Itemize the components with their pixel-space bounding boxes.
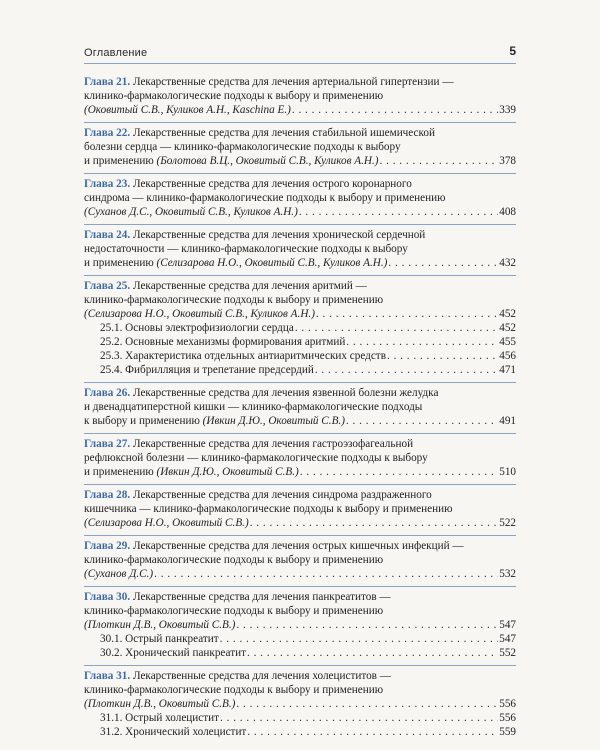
toc-chapter-entry[interactable] bbox=[84, 666, 516, 744]
chapter-heading-line bbox=[84, 228, 516, 242]
chapter-label: Глава 26. bbox=[84, 387, 131, 399]
chapter-authors: (Плоткин Д.В., Оковитый С.В.) bbox=[84, 698, 236, 710]
leader-dots bbox=[346, 335, 498, 349]
chapter-page-line bbox=[84, 103, 516, 117]
chapter-label: Глава 28. bbox=[84, 489, 131, 501]
chapter-label: Глава 24. bbox=[84, 229, 131, 241]
subsection-title: 25.3. Характеристика отдельных антиаритмических средств bbox=[100, 350, 386, 362]
chapter-title-text: клинико-фармакологические подходы к выбору и применению bbox=[84, 90, 384, 102]
chapter-page-line bbox=[84, 414, 516, 428]
chapter-title-text: кишечника — клинико-фармакологические подходы к выбору и применению bbox=[84, 503, 453, 515]
chapter-heading-line bbox=[84, 279, 516, 293]
chapter-page-number: 547 bbox=[499, 619, 516, 631]
toc-subsection-entry[interactable] bbox=[84, 632, 516, 646]
chapter-heading-line bbox=[84, 126, 516, 140]
table-of-contents bbox=[84, 72, 516, 744]
toc-chapter-entry[interactable] bbox=[84, 536, 516, 587]
subsection-page-number: 452 bbox=[499, 322, 516, 334]
chapter-heading-line bbox=[84, 75, 516, 89]
chapter-heading-line bbox=[84, 386, 516, 400]
subsection-title: 31.1. Острый холецистит bbox=[100, 712, 220, 724]
toc-subsection-entry[interactable] bbox=[84, 711, 516, 725]
chapter-authors-line bbox=[84, 618, 235, 632]
leader-dots bbox=[220, 632, 499, 646]
leader-dots bbox=[316, 307, 498, 321]
toc-subsection-entry[interactable] bbox=[84, 646, 516, 660]
chapter-authors-line bbox=[84, 516, 249, 530]
chapter-authors-line bbox=[84, 697, 235, 711]
leader-dots bbox=[388, 256, 498, 270]
chapter-title-text: и применению bbox=[84, 155, 157, 167]
toc-chapter-entry[interactable] bbox=[84, 434, 516, 485]
toc-chapter-entry[interactable] bbox=[84, 276, 516, 383]
page-header bbox=[84, 44, 516, 62]
subsection-title: 25.1. Основы электрофизиологии сердца bbox=[100, 322, 294, 334]
chapter-heading-line bbox=[84, 590, 516, 604]
leader-dots bbox=[315, 363, 498, 377]
leader-dots bbox=[380, 154, 499, 168]
chapter-label: Глава 22. bbox=[84, 127, 131, 139]
leader-dots bbox=[299, 205, 498, 219]
chapter-title-text: Лекарственные средства для лечения острых кишечных инфекций — bbox=[132, 540, 464, 552]
toc-chapter-entry[interactable] bbox=[84, 383, 516, 434]
chapter-label: Глава 29. bbox=[84, 540, 131, 552]
leader-dots bbox=[154, 567, 498, 581]
chapter-title-text: синдрома — клинико-фармакологические подходы к выбору и применению bbox=[84, 192, 446, 204]
subsection-title: 31.2. Хронический холецистит bbox=[100, 726, 247, 738]
subsection-page-number: 559 bbox=[499, 726, 516, 738]
chapter-authors-line bbox=[84, 465, 299, 479]
chapter-heading-line bbox=[84, 669, 516, 683]
subsection-title: 25.4. Фибрилляция и трепетание предсердий bbox=[100, 364, 314, 376]
subsection-page-number: 455 bbox=[499, 336, 516, 348]
chapter-authors-line bbox=[84, 307, 315, 321]
leader-dots bbox=[292, 103, 498, 117]
chapter-page-number: 452 bbox=[499, 308, 516, 320]
leader-dots bbox=[346, 414, 498, 428]
toc-subsection-entry[interactable] bbox=[84, 349, 516, 363]
toc-chapter-entry[interactable] bbox=[84, 587, 516, 666]
chapter-title-text: рефлюксной болезни — клинико-фармакологические подходы к выбору bbox=[84, 452, 428, 464]
chapter-page-number: 339 bbox=[499, 104, 516, 116]
chapter-authors: (Суханов Д.С., Оковитый С.В., Куликов А.Н.) bbox=[84, 206, 298, 218]
leader-dots bbox=[300, 465, 498, 479]
chapter-title-text: и применению bbox=[84, 257, 157, 269]
chapter-title-text: Лекарственные средства для лечения стабильной ишемической bbox=[132, 127, 435, 139]
chapter-title-text: клинико-фармакологические подходы к выбору и применению bbox=[84, 605, 384, 617]
chapter-title-text: Лекарственные средства для лечения язвенной болезни желудка bbox=[132, 387, 439, 399]
leader-dots bbox=[236, 618, 498, 632]
chapter-authors-line bbox=[84, 103, 291, 117]
chapter-title-text: и применению bbox=[84, 466, 157, 478]
chapter-title-text: недостаточности — клинико-фармакологические подходы к выбору bbox=[84, 243, 408, 255]
chapter-page-number: 532 bbox=[499, 568, 516, 580]
chapter-label: Глава 25. bbox=[84, 280, 131, 292]
subsection-page-number: 456 bbox=[499, 350, 516, 362]
chapter-heading-line bbox=[84, 488, 516, 502]
chapter-authors: (Болотова В.Ц., Оковитый С.В., Куликов А.Н.) bbox=[156, 155, 379, 167]
chapter-authors: (Ивкин Д.Ю., Оковитый С.В.) bbox=[156, 466, 299, 478]
chapter-page-line bbox=[84, 697, 516, 711]
chapter-page-number: 491 bbox=[499, 415, 516, 427]
toc-chapter-entry[interactable] bbox=[84, 72, 516, 123]
subsection-page-number: 552 bbox=[499, 647, 516, 659]
toc-chapter-entry[interactable] bbox=[84, 123, 516, 174]
chapter-title-text: к выбору и применению bbox=[84, 415, 203, 427]
subsection-page-number: 556 bbox=[499, 712, 516, 724]
chapter-page-line bbox=[84, 256, 516, 270]
chapter-authors-line bbox=[84, 414, 345, 428]
chapter-page-line bbox=[84, 567, 516, 581]
leader-dots bbox=[295, 321, 498, 335]
toc-chapter-entry[interactable] bbox=[84, 225, 516, 276]
chapter-authors: (Ивкин Д.Ю., Оковитый С.В.) bbox=[202, 415, 345, 427]
chapter-authors-line bbox=[84, 154, 379, 168]
chapter-label: Глава 23. bbox=[84, 178, 131, 190]
chapter-title-text: Лекарственные средства для лечения артериальной гипертензии — bbox=[132, 76, 454, 88]
chapter-title-text: и двенадцатиперстной кишки — клинико-фармакологические подходы bbox=[84, 401, 423, 413]
chapter-title-text: клинико-фармакологические подходы к выбору и применению bbox=[84, 554, 384, 566]
subsection-title: 30.1. Острый панкреатит bbox=[100, 633, 219, 645]
chapter-title-text: клинико-фармакологические подходы к выбору и применению bbox=[84, 294, 384, 306]
chapter-label: Глава 31. bbox=[84, 670, 131, 682]
chapter-authors: (Селизарова Н.О., Оковитый С.В.) bbox=[84, 517, 249, 529]
toc-subsection-entry[interactable] bbox=[84, 335, 516, 349]
chapter-title-text: Лекарственные средства для лечения панкреатитов — bbox=[132, 591, 391, 603]
page-number: 5 bbox=[509, 44, 516, 58]
chapter-page-number: 556 bbox=[499, 698, 516, 710]
chapter-title-text: Лекарственные средства для лечения холециститов — bbox=[132, 670, 391, 682]
chapter-title-text: Лекарственные средства для лечения гастроэзофагеальной bbox=[132, 438, 414, 450]
toc-subsection-entry[interactable] bbox=[84, 363, 516, 377]
chapter-page-number: 432 bbox=[499, 257, 516, 269]
subsection-page-number: 471 bbox=[499, 364, 516, 376]
chapter-heading-line bbox=[84, 539, 516, 553]
chapter-title-text: Лекарственные средства для лечения хронической сердечной bbox=[132, 229, 426, 241]
leader-dots bbox=[247, 646, 498, 660]
chapter-authors-line bbox=[84, 256, 387, 270]
chapter-authors: (Плоткин Д.В., Оковитый С.В.) bbox=[84, 619, 236, 631]
chapter-page-number: 510 bbox=[499, 466, 516, 478]
running-title: Оглавление bbox=[84, 47, 148, 59]
leader-dots bbox=[236, 697, 498, 711]
chapter-label: Глава 27. bbox=[84, 438, 131, 450]
chapter-page-line bbox=[84, 205, 516, 219]
chapter-heading-line bbox=[84, 177, 516, 191]
leader-dots bbox=[387, 349, 498, 363]
chapter-page-number: 522 bbox=[499, 517, 516, 529]
leader-dots bbox=[247, 725, 498, 739]
chapter-label: Глава 30. bbox=[84, 591, 131, 603]
chapter-page-number: 408 bbox=[499, 206, 516, 218]
chapter-title-text: Лекарственные средства для лечения синдрома раздраженного bbox=[132, 489, 432, 501]
chapter-label: Глава 21. bbox=[84, 76, 131, 88]
leader-dots bbox=[220, 711, 498, 725]
chapter-page-line bbox=[84, 516, 516, 530]
chapter-page-line bbox=[84, 618, 516, 632]
chapter-authors: (Селизарова Н.О., Оковитый С.В., Куликов А.Н.) bbox=[156, 257, 388, 269]
subsection-title: 25.2. Основные механизмы формирования аритмий bbox=[100, 336, 346, 348]
toc-subsection-entry[interactable] bbox=[84, 321, 516, 335]
toc-subsection-entry[interactable] bbox=[84, 725, 516, 739]
chapter-authors: (Оковитый С.В., Куликов А.Н., Kaschina E.) bbox=[84, 104, 291, 116]
subsection-page-number: 547 bbox=[499, 633, 516, 645]
chapter-page-line bbox=[84, 307, 516, 321]
chapter-authors-line bbox=[84, 205, 298, 219]
chapter-title-text: Лекарственные средства для лечения острого коронарного bbox=[132, 178, 412, 190]
leader-dots bbox=[250, 516, 499, 530]
chapter-title-text: болезни сердца — клинико-фармакологические подходы к выбору bbox=[84, 141, 401, 153]
toc-chapter-entry[interactable] bbox=[84, 174, 516, 225]
subsection-title: 30.2. Хронический панкреатит bbox=[100, 647, 246, 659]
header-rule bbox=[84, 63, 516, 64]
chapter-title-text: клинико-фармакологические подходы к выбору и применению bbox=[84, 684, 384, 696]
chapter-heading-line bbox=[84, 437, 516, 451]
chapter-page-number: 378 bbox=[499, 155, 516, 167]
chapter-page-line bbox=[84, 154, 516, 168]
chapter-page-line bbox=[84, 465, 516, 479]
toc-chapter-entry[interactable] bbox=[84, 485, 516, 536]
chapter-authors-line bbox=[84, 567, 153, 581]
chapter-authors: (Суханов Д.С.) bbox=[84, 568, 154, 580]
chapter-authors: (Селизарова Н.О., Оковитый С.В., Куликов А.Н.) bbox=[84, 308, 315, 320]
chapter-title-text: Лекарственные средства для лечения аритмий — bbox=[132, 280, 367, 292]
